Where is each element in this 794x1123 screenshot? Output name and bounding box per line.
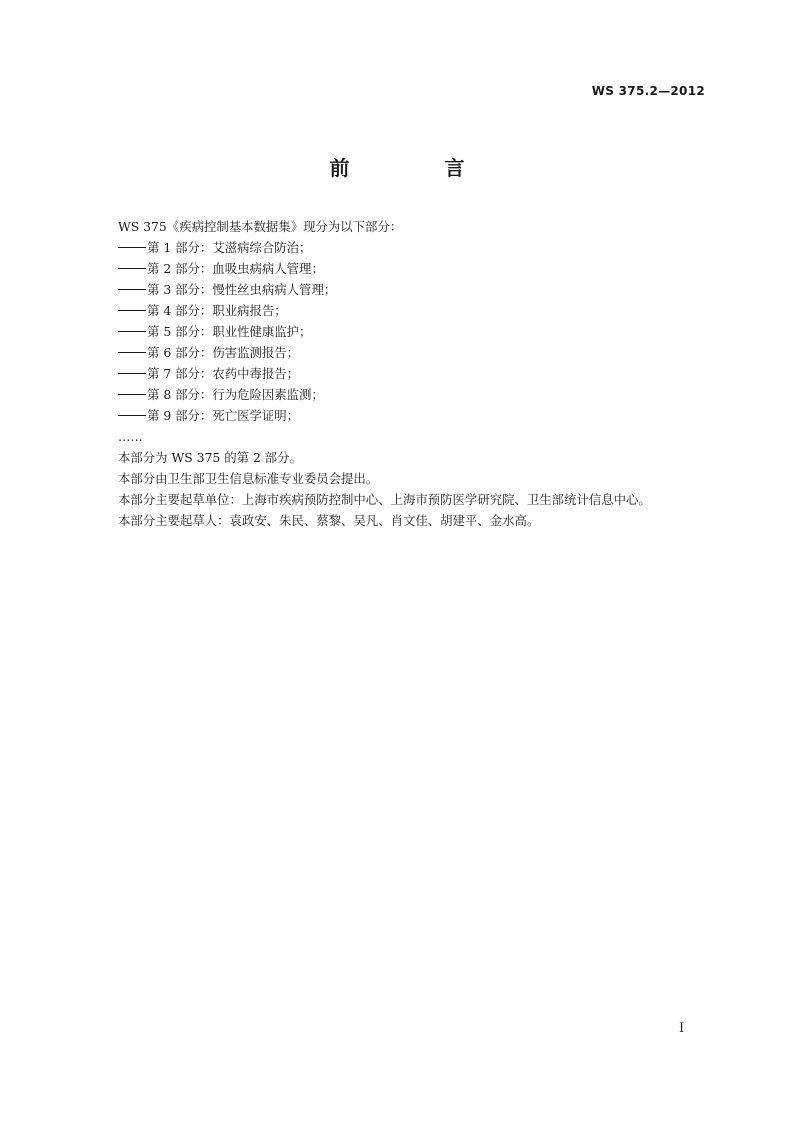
foreword-body: [118, 216, 718, 531]
statement-proposer: 本部分由卫生部卫生信息标准专业委员会提出。: [118, 471, 379, 486]
part-list-item: [118, 321, 718, 342]
part-label: 第 8 部分：行为危险因素监测；: [147, 387, 324, 402]
part-label: 第 3 部分：慢性丝虫病病人管理；: [147, 282, 337, 297]
page-number: I: [679, 1021, 685, 1036]
part-label: 第 2 部分：血吸虫病病人管理；: [147, 261, 324, 276]
part-list-item: [118, 279, 718, 300]
part-list-item: [118, 384, 718, 405]
em-dash: [118, 268, 146, 269]
part-list-item: [118, 258, 718, 279]
part-list-item: [118, 300, 718, 321]
ellipsis: ……: [118, 429, 143, 444]
part-label: 第 1 部分：艾滋病综合防治；: [147, 240, 312, 255]
part-label: 第 4 部分：职业病报告；: [147, 303, 287, 318]
em-dash: [118, 415, 146, 416]
statement-drafting-units: 本部分主要起草单位：上海市疾病预防控制中心、上海市预防医学研究院、卫生部统计信息中心。: [118, 492, 651, 507]
part-label: 第 7 部分：农药中毒报告；: [147, 366, 300, 381]
part-list-item: [118, 405, 718, 426]
part-label: 第 5 部分：职业性健康监护；: [147, 324, 312, 339]
page-title: 前 言: [329, 156, 509, 180]
em-dash: [118, 289, 146, 290]
em-dash: [118, 352, 146, 353]
standard-code: WS 375.2—2012: [591, 84, 705, 98]
em-dash: [118, 331, 146, 332]
part-list-item: [118, 342, 718, 363]
part-list-item: [118, 237, 718, 258]
em-dash: [118, 373, 146, 374]
statement-part-number: 本部分为 WS 375 的第 2 部分。: [118, 450, 302, 465]
part-list-item: [118, 363, 718, 384]
em-dash: [118, 247, 146, 248]
em-dash: [118, 310, 146, 311]
part-label: 第 9 部分：死亡医学证明；: [147, 408, 300, 423]
statement-drafters: 本部分主要起草人：袁政安、朱民、蔡黎、吴凡、肖文佳、胡建平、金水高。: [118, 513, 540, 528]
part-label: 第 6 部分：伤害监测报告；: [147, 345, 300, 360]
intro-paragraph: WS 375《疾病控制基本数据集》现分为以下部分：: [118, 219, 403, 234]
em-dash: [118, 394, 146, 395]
